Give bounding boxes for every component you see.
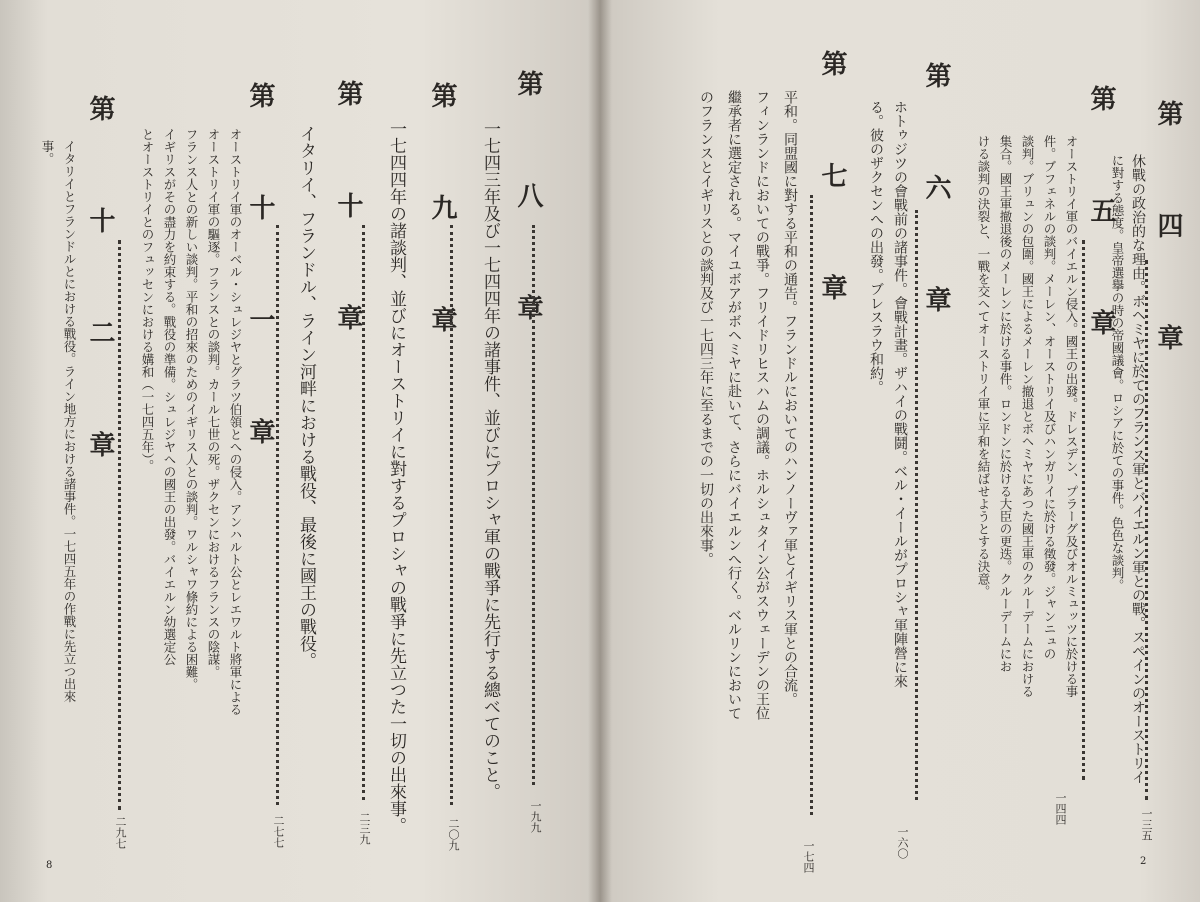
chapter-5-line-4: 集合。國王軍撤退後のメーレンに於ける事件。ロンドンに於ける大臣の更迭。クルーデームにお <box>998 135 1013 673</box>
chapter-8-title: 第 八 章 <box>513 70 543 350</box>
book-gutter <box>588 0 612 902</box>
chapter-10-title: 第 十 章 <box>333 80 363 360</box>
chapter-11-leader <box>276 225 279 805</box>
chapter-6-title: 第 六 章 <box>921 62 951 342</box>
chapter-4-line-2: に對する態度。皇帝選擧の時の帝國議會。ロシアに於ての事件。色色な談判。 <box>1110 154 1125 592</box>
chapter-5-line-2: 件。ブフェネルの談判。メーレン、オーストリイ及びハンガリイに於ける徵發。ジャンニュの <box>1042 135 1057 660</box>
chapter-5-leader <box>1082 240 1085 780</box>
chapter-4-leader <box>1145 260 1148 800</box>
chapter-7-line-4: のフランスとイギリスとの談判及び一七四三年に至るまでの一切の出來事。 <box>698 90 714 566</box>
chapter-4-title: 第 四 章 <box>1153 100 1183 380</box>
chapter-12-leader <box>118 240 121 810</box>
chapter-8-line-1: 一七四三年及び一七四四年の諸事件、並びにプロシャ軍の戰爭に先行する總べてのこと。 <box>480 120 500 800</box>
chapter-6-leader <box>915 210 918 800</box>
chapter-9-line-1: 一七四四年の諸談判、並びにオーストリイに對するプロシャの戰爭に先立つた一切の出來事。 <box>386 120 406 834</box>
chapter-12-title: 第 十 二 章 <box>85 95 115 487</box>
chapter-6-line-2: る。彼のザクセンへの出發。ブレスラウ和約。 <box>868 100 884 394</box>
chapter-7-leader <box>810 195 813 815</box>
chapter-7-line-3: 繼承者に選定される。マイユボアがボヘミヤに赴いて、さらにバイエルンへ行く。ベルリンにおいて <box>726 90 742 720</box>
chapter-11-line-4: イギリスがその盡力を約束する。戰役の準備。シュレジヤへの國王の出發。バイエルン幼選定公 <box>162 128 177 666</box>
chapter-9-leader <box>450 225 453 805</box>
chapter-10-page-number: 二三九 <box>358 812 371 845</box>
chapter-6-page-number: 一六〇 <box>896 826 909 859</box>
chapter-12-line-2: 事。 <box>40 140 55 165</box>
chapter-7-line-1: 平和。同盟國に對する平和の通告。フランドルにおいてのハンノーヴァ軍とイギリス軍との合流。 <box>782 90 798 706</box>
chapter-11-line-3: フランス人との新しい談判。平和の招來のためのイギリス人との談判。ワルシャワ條約による困難。 <box>184 128 199 691</box>
chapter-5-line-3: 談判。ブリュンの包圍。國王によるメーレン撤退とボヘミヤにあつた國王軍のクルーデームにおける <box>1020 135 1035 698</box>
chapter-5-page-number: 一四四 <box>1054 792 1067 825</box>
chapter-11-line-1: オーストリイ軍のオーベル・シュレジヤとグラツ伯領とへの侵入。アンハルト公とレエワルト將軍による <box>228 128 243 716</box>
chapter-10-leader <box>362 225 365 800</box>
chapter-11-line-5: とオーストリイとのフュッセンにおける媾和（一七四五年）。 <box>140 128 155 472</box>
chapter-11-line-2: オーストリイ軍の驅逐。フランスとの談判。カール七世の死。ザクセンにおけるフランスの陰謀。 <box>206 128 221 678</box>
chapter-7-page-number: 一七四 <box>802 840 815 873</box>
chapter-7-line-2: フィンランドにおいての戰爭。フリイドリヒスハムの調議。ホルシュタイン公がスウェーデンの王位 <box>754 90 770 720</box>
chapter-5-title: 第 五 章 <box>1086 85 1116 365</box>
chapter-11-page-number: 二七七 <box>272 815 285 848</box>
chapter-12-line-1: イタリイとフランドルとにおける戰役。ライン地方における諸事件。一七四五年の作戰に先立つ出來 <box>62 140 77 703</box>
chapter-4-page-number: 一三五 <box>1140 808 1153 841</box>
chapter-5-line-5: ける談判の決裂と、一戰を交へてオーストリイ軍に平和を結ばせようとする決意。 <box>976 135 991 598</box>
chapter-7-title: 第 七 章 <box>817 50 847 330</box>
chapter-5-line-1: オーストリイ軍のバイエルン侵入。國王の出發。ドレスデン、プラーグ及びオルミュッツに於ける事 <box>1064 135 1079 698</box>
right-page-folio: 2 <box>1140 856 1147 867</box>
chapter-9-title: 第 九 章 <box>427 82 457 362</box>
chapter-6-line-1: ホトゥジツの會戰前の諸事件。會戰計畫。ザハイの戰鬪。ベル・イールがプロシャ軍陣營に來 <box>892 100 908 688</box>
chapter-8-leader <box>532 225 535 785</box>
chapter-12-page-number: 二九七 <box>114 816 127 849</box>
chapter-10-line-1: イタリイ、フランドル、ライン河畔における戰役、最後に國王の戰役。 <box>296 125 316 669</box>
chapter-4-line-1: 休戰の政治的な理由。ボヘミヤに於てのフランス軍とバイエルン軍との戰。スペインのオーストリイ <box>1130 154 1146 784</box>
chapter-11-title: 第 十 一 章 <box>245 82 275 474</box>
chapter-9-page-number: 二〇九 <box>447 818 460 851</box>
left-page-folio: 8 <box>46 860 53 871</box>
chapter-8-page-number: 一九九 <box>529 800 542 833</box>
